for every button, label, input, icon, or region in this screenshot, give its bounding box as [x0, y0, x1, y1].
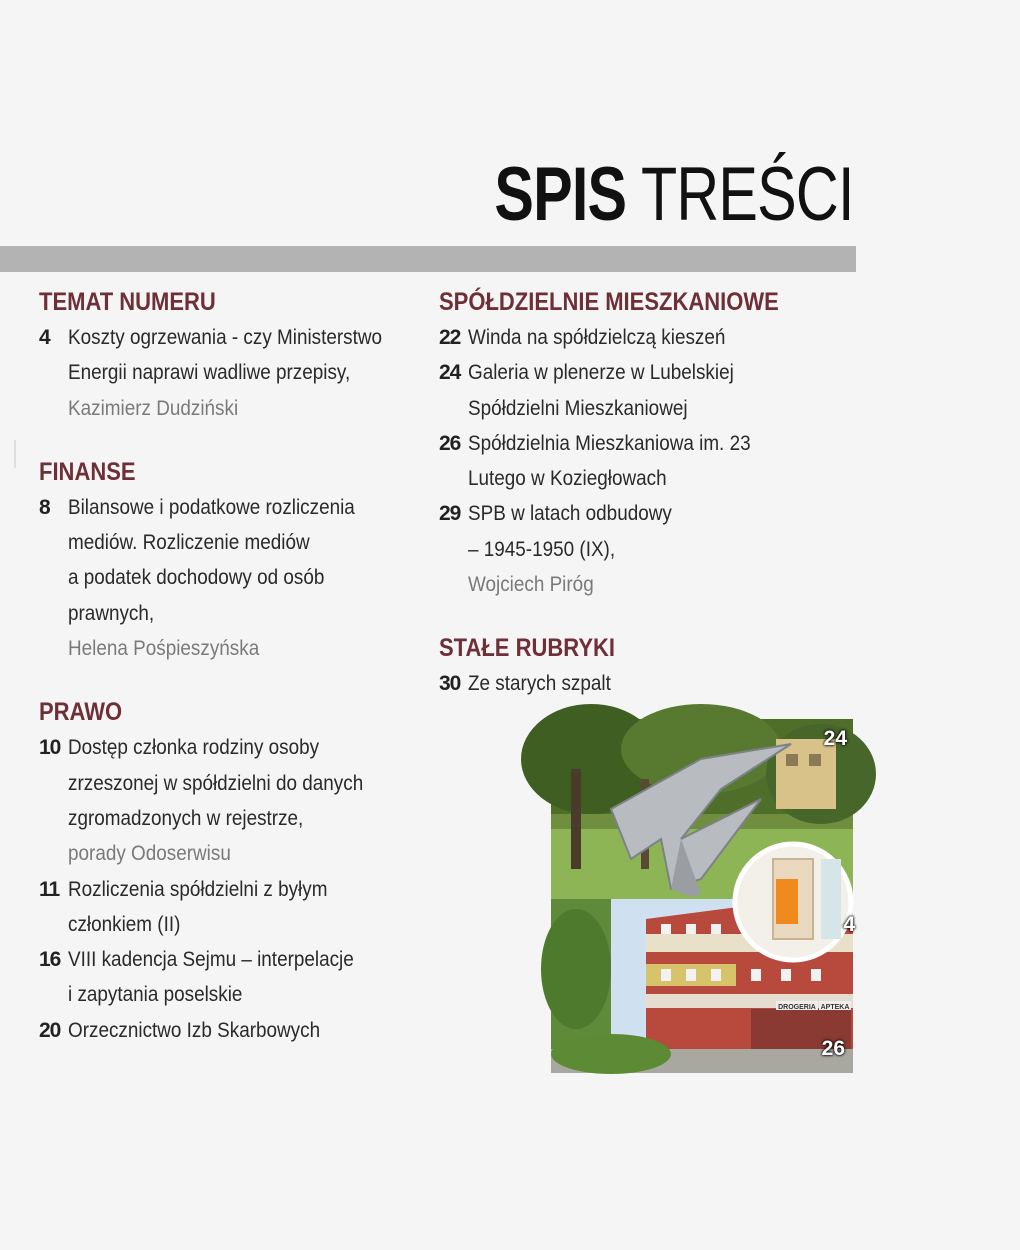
toc-entry[interactable] [39, 872, 419, 943]
photo-label-24: 24 [823, 727, 847, 750]
page-number: 10 [39, 736, 61, 760]
entry-line: zgromadzonych w rejestrze, [68, 806, 304, 830]
page-number: 4 [39, 326, 50, 349]
toc-entry[interactable] [39, 730, 419, 871]
entry-author: porady Odoserwisu [68, 842, 231, 866]
entry-line: Spółdzielni Mieszkaniowej [468, 396, 688, 420]
entry-line: Rozliczenia spółdzielni z byłym [68, 877, 328, 901]
section-title: STAŁE RUBRYKI [439, 634, 615, 663]
entry-line: Ze starych szpalt [468, 672, 611, 696]
toc-column-right [439, 284, 859, 730]
toc-entry[interactable] [439, 426, 859, 497]
section-title: TEMAT NUMERU [39, 288, 216, 316]
cover-photo-collage [551, 719, 853, 1073]
entry-text [468, 355, 859, 426]
title-bold: SPIS [494, 152, 627, 237]
entry-line: i zapytania poselskie [68, 983, 243, 1007]
entry-text [68, 730, 419, 871]
entry-line: Koszty ogrzewania - czy Ministerstwo [68, 326, 383, 349]
entry-author: Helena Pośpieszyńska [68, 637, 260, 661]
margin-mark [14, 440, 16, 468]
page-number: 30 [439, 672, 461, 696]
entry-line: prawnych, [68, 601, 155, 625]
page-title [495, 150, 854, 240]
entry-line: Winda na spółdzielczą kieszeń [468, 326, 726, 349]
toc-entry[interactable] [39, 1013, 419, 1048]
section-title: FINANSE [39, 457, 136, 486]
page-number: 8 [39, 495, 50, 519]
toc-entry[interactable] [439, 355, 859, 426]
toc-section [439, 630, 859, 701]
header-bar [0, 246, 856, 272]
entry-text [68, 490, 419, 666]
pharmacy-sign: APTEKA [820, 1004, 850, 1011]
entry-text [68, 942, 419, 1013]
entry-author: Wojciech Piróg [468, 573, 594, 597]
entry-line: Galeria w plenerze w Lubelskiej [468, 361, 734, 385]
toc-entry[interactable] [439, 496, 859, 602]
photo-label-26: 26 [821, 1037, 845, 1060]
entry-text [468, 426, 859, 497]
entry-line: Energii naprawi wadliwe przepisy, [68, 361, 351, 385]
page-number: 11 [39, 877, 60, 901]
page-number: 20 [39, 1018, 61, 1042]
entry-line: Spółdzielnia Mieszkaniowa im. 23 [468, 431, 751, 455]
entry-line: mediów. Rozliczenie mediów [68, 531, 310, 555]
photo-label-4: 4 [843, 913, 855, 936]
page-number: 22 [439, 326, 461, 349]
toc-entry[interactable] [39, 490, 419, 666]
page-number: 26 [439, 431, 461, 455]
entry-text [68, 1013, 419, 1048]
toc-section [39, 284, 419, 426]
shop-sign: DROGERIA [778, 1004, 816, 1011]
entry-text [468, 320, 859, 355]
page-number: 24 [439, 361, 461, 385]
toc-section [39, 694, 419, 1048]
entry-text [68, 872, 419, 943]
toc-section [439, 284, 859, 602]
entry-line: a podatek dochodowy od osób [68, 566, 325, 590]
toc-entry[interactable] [439, 320, 859, 355]
entry-line: zrzeszonej w spółdzielni do danych [68, 771, 364, 795]
toc-column-left [39, 284, 419, 1076]
toc-section [39, 454, 419, 666]
toc-entry[interactable] [39, 942, 419, 1013]
page-number: 16 [39, 948, 61, 972]
entry-line: VIII kadencja Sejmu – interpelacje [68, 948, 354, 972]
entry-line: członkiem (II) [68, 912, 181, 936]
entry-line: Dostęp członka rodziny osoby [68, 736, 320, 760]
entry-line: Lutego w Koziegłowach [468, 467, 667, 491]
entry-line: Orzecznictwo Izb Skarbowych [68, 1018, 321, 1042]
entry-text [68, 320, 419, 426]
section-title: SPÓŁDZIELNIE MIESZKANIOWE [439, 288, 779, 316]
photo-collage-art [551, 719, 853, 1073]
title-light: TREŚCI [641, 152, 854, 237]
entry-line: Bilansowe i podatkowe rozliczenia [68, 495, 355, 519]
entry-line: SPB w latach odbudowy [468, 502, 672, 526]
entry-author: Kazimierz Dudziński [68, 396, 239, 420]
entry-text [468, 666, 859, 701]
entry-text [468, 496, 859, 602]
toc-entry[interactable] [439, 666, 859, 701]
page-number: 29 [439, 502, 461, 526]
toc-entry[interactable] [39, 320, 419, 426]
entry-line: – 1945-1950 (IX), [468, 537, 616, 561]
section-title: PRAWO [39, 698, 123, 727]
